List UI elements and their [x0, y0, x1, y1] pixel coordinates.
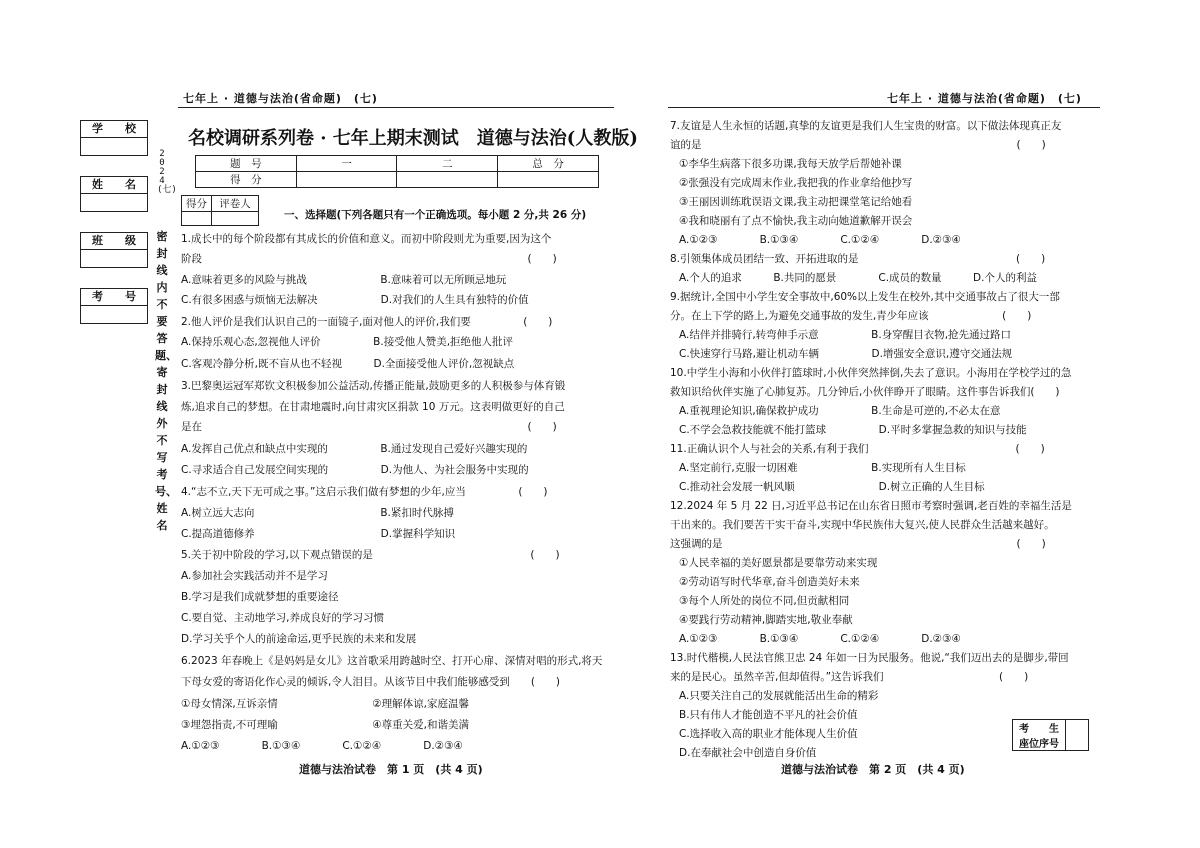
- question-line: 救知识给伙伴实施了心肺复苏。几分钟后,小伙伴睁开了眼睛。这件事告诉我们( ): [670, 386, 1060, 398]
- option-line: D.学习关乎个人的前途命运,更乎民族的未来和发展: [181, 633, 417, 645]
- footer-right: 道德与法治试卷 第 2 页 (共 4 页): [781, 763, 965, 776]
- page-header-left: 七年上 · 道德与法治(省命题) (七): [183, 92, 378, 105]
- exam-number-field[interactable]: [80, 288, 148, 324]
- option-line: A.保持乐观心态,忽视他人评价 B.接受他人赞美,拒绝他人批评: [181, 336, 514, 348]
- seat-number-box: [1012, 719, 1089, 751]
- option-line: C.快速穿行马路,避让机动车辆 D.增强安全意识,遵守交通法规: [679, 348, 1013, 360]
- score-table: [195, 155, 599, 188]
- page-header-right: 七年上 · 道德与法治(省命题) (七): [887, 92, 1082, 105]
- score-input-cell[interactable]: [498, 172, 599, 188]
- school-label: 学 校: [81, 121, 147, 138]
- option-line: A.只要关注自己的发展就能活出生命的精彩: [679, 690, 879, 702]
- exam-title: 名校调研系列卷 · 七年上期末测试 道德与法治(人教版): [188, 128, 638, 149]
- option-line: ③每个人所处的岗位不同,但贡献相同: [679, 595, 850, 607]
- grader-score-label: 得分: [182, 196, 212, 212]
- option-line: A.①②③ B.①③④ C.①②④ D.②③④: [181, 740, 463, 752]
- option-line: C.提高道德修养 D.掌握科学知识: [181, 528, 456, 540]
- sidebar-year: 2024(七): [157, 149, 177, 195]
- score-row-label: 得 分: [196, 172, 297, 188]
- question-line: 11.正确认识个人与社会的关系,有利于我们 ( ): [670, 443, 1045, 455]
- header-rule-right: [668, 107, 1100, 108]
- grader-name-cell[interactable]: [211, 212, 258, 226]
- question-line: 5.关于初中阶段的学习,以下观点错误的是 ( ): [181, 549, 560, 561]
- question-line: 来的是民心。虽然辛苦,但却值得。”这告诉我们 ( ): [670, 671, 1029, 683]
- question-line: 谊的是 ( ): [670, 139, 1046, 151]
- grader-name-label: 评卷人: [211, 196, 258, 212]
- exam-number-label: 考 号: [81, 289, 147, 306]
- option-line: B.只有伟人才能创造不平凡的社会价值: [679, 709, 858, 721]
- option-line: C.不学会急救技能就不能打篮球 D.平时多掌握急救的知识与技能: [679, 424, 1027, 436]
- option-line: A.①②③ B.①③④ C.①②④ D.②③④: [679, 234, 961, 246]
- option-line: B.学习是我们成就梦想的重要途径: [181, 591, 339, 603]
- question-line: 3.巴黎奥运冠军郑钦文积极参加公益活动,传播正能量,鼓励更多的人积极参与体育锻: [181, 380, 566, 392]
- question-line: 6.2023 年春晚上《是妈妈是女儿》这首歌采用跨越时空、打开心扉、深情对唱的形式,将天: [181, 655, 603, 667]
- option-line: C.选择收入高的职业才能体现人生价值: [679, 728, 858, 740]
- question-line: 这强调的是 ( ): [670, 538, 1046, 550]
- name-field[interactable]: [80, 176, 148, 212]
- name-label: 姓 名: [81, 177, 147, 194]
- option-line: A.个人的追求 B.共同的愿景 C.成员的数量 D.个人的利益: [679, 272, 1037, 284]
- question-line: 9.据统计,全国中小学生安全事故中,60%以上发生在校外,其中交通事故占了很大一部: [670, 291, 1060, 303]
- score-header-cell: 二: [397, 156, 498, 172]
- question-line: 1.成长中的每个阶段都有其成长的价值和意义。而初中阶段则尤为重要,因为这个: [181, 233, 552, 245]
- question-line: 是在 ( ): [181, 421, 557, 433]
- question-line: 13.时代楷模,人民法官熊卫忠 24 年如一日为民服务。他说,“我们迈出去的是脚步,带回: [670, 652, 1069, 664]
- class-field[interactable]: [80, 232, 148, 268]
- option-line: ②张强没有完成周末作业,我把我的作业拿给他抄写: [679, 177, 913, 189]
- question-line: 4.“志不立,天下无可成之事。”这启示我们做有梦想的少年,应当 ( ): [181, 486, 548, 498]
- option-line: ④要践行劳动精神,脚踏实地,敬业奉献: [679, 614, 853, 626]
- option-line: ①母女情深,互诉亲情 ②理解体谅,家庭温馨: [181, 698, 470, 710]
- score-header-cell: 题 号: [196, 156, 297, 172]
- option-line: ①人民幸福的美好愿景都是要靠劳动来实现: [679, 557, 878, 569]
- question-line: 阶段 ( ): [181, 253, 557, 265]
- option-line: A.树立远大志向 B.紧扣时代脉搏: [181, 507, 454, 519]
- question-line: 干出来的。我们要苦干实干奋斗,实现中华民族伟大复兴,使人民群众生活越来越好。: [670, 519, 1055, 531]
- option-line: ③王丽因训练耽误语文课,我主动把课堂笔记给她看: [679, 196, 913, 208]
- question-line: 12.2024 年 5 月 22 日,习近平总书记在山东省日照市考察时强调,老百姓的幸福生活是: [670, 500, 1072, 512]
- option-line: ④我和晓丽有了点不愉快,我主动向她道歉解开误会: [679, 215, 913, 227]
- question-line: 8.引领集体成员团结一致、开拓进取的是 ( ): [670, 253, 1046, 265]
- seal-line-text: 密封线内不要答题、寄封线外不写考号、姓名: [155, 230, 177, 532]
- option-line: D.在奉献社会中创造自身价值: [679, 747, 817, 759]
- option-line: A.坚定前行,克服一切困难 B.实现所有人生目标: [679, 462, 966, 474]
- school-field[interactable]: [80, 120, 148, 156]
- score-input-cell[interactable]: [296, 172, 397, 188]
- option-line: ②劳动语写时代华章,奋斗创造美好未来: [679, 576, 860, 588]
- option-line: ③埋怨指责,不可理喻 ④尊重关爱,和谐美满: [181, 719, 470, 731]
- option-line: C.客观冷静分析,既不盲从也不轻视 D.全面接受他人评价,忽视缺点: [181, 358, 515, 370]
- option-line: C.要自觉、主动地学习,养成良好的学习习惯: [181, 612, 385, 624]
- score-header-cell: 总 分: [498, 156, 599, 172]
- question-line: 2.他人评价是我们认识自己的一面镜子,面对他人的评价,我们要 ( ): [181, 316, 553, 328]
- option-line: A.结伴并排骑行,转弯伸手示意 B.身穿醒目衣物,抢先通过路口: [679, 329, 1012, 341]
- grader-box: [181, 195, 259, 226]
- option-line: A.意味着更多的风险与挑战 B.意味着可以无所顾忌地玩: [181, 274, 507, 286]
- option-line: A.①②③ B.①③④ C.①②④ D.②③④: [679, 633, 961, 645]
- score-input-cell[interactable]: [397, 172, 498, 188]
- grader-score-cell[interactable]: [182, 212, 212, 226]
- question-line: 炼,追求自己的梦想。在甘肃地震时,向甘肃灾区捐款 10 万元。这表明做更好的自己: [181, 401, 565, 413]
- option-line: C.推动社会发展一帆风顺 D.树立正确的人生目标: [679, 481, 985, 493]
- question-line: 10.中学生小海和小伙伴打篮球时,小伙伴突然摔倒,失去了意识。小海用在学校学过的急: [670, 367, 1072, 379]
- class-label: 班 级: [81, 233, 147, 250]
- option-line: A.发挥自己优点和缺点中实现的 B.通过发现自己爱好兴趣实现的: [181, 443, 528, 455]
- option-line: C.寻求适合自己发展空间实现的 D.为他人、为社会服务中实现的: [181, 464, 529, 476]
- option-line: A.参加社会实践活动并不是学习: [181, 570, 328, 582]
- question-line: 分。在上下学的路上,为避免交通事故的发生,青少年应该 ( ): [670, 310, 1032, 322]
- question-line: 下母女爱的寄语化作心灵的倾诉,令人泪目。从该节目中我们能够感受到 ( ): [181, 676, 561, 688]
- option-line: A.重视理论知识,确保救护成功 B.生命是可逆的,不必太在意: [679, 405, 1001, 417]
- seat-label-line1: 考 生: [1013, 720, 1066, 736]
- question-line: 7.友谊是人生永恒的话题,真挚的友谊更是我们人生宝贵的财富。以下做法体现真正友: [670, 120, 1062, 132]
- section-heading: 一、选择题(下列各题只有一个正确选项。每小题 2 分,共 26 分): [284, 209, 587, 221]
- footer-left: 道德与法治试卷 第 1 页 (共 4 页): [299, 763, 483, 776]
- score-header-cell: 一: [296, 156, 397, 172]
- header-rule-left: [178, 107, 614, 108]
- option-line: ①李华生病落下很多功课,我每天放学后帮她补课: [679, 158, 902, 170]
- seat-label-line2: 座位序号: [1013, 735, 1066, 751]
- seat-number-cell[interactable]: [1066, 720, 1089, 751]
- option-line: C.有很多困惑与烦恼无法解决 D.对我们的人生具有独特的价值: [181, 294, 529, 306]
